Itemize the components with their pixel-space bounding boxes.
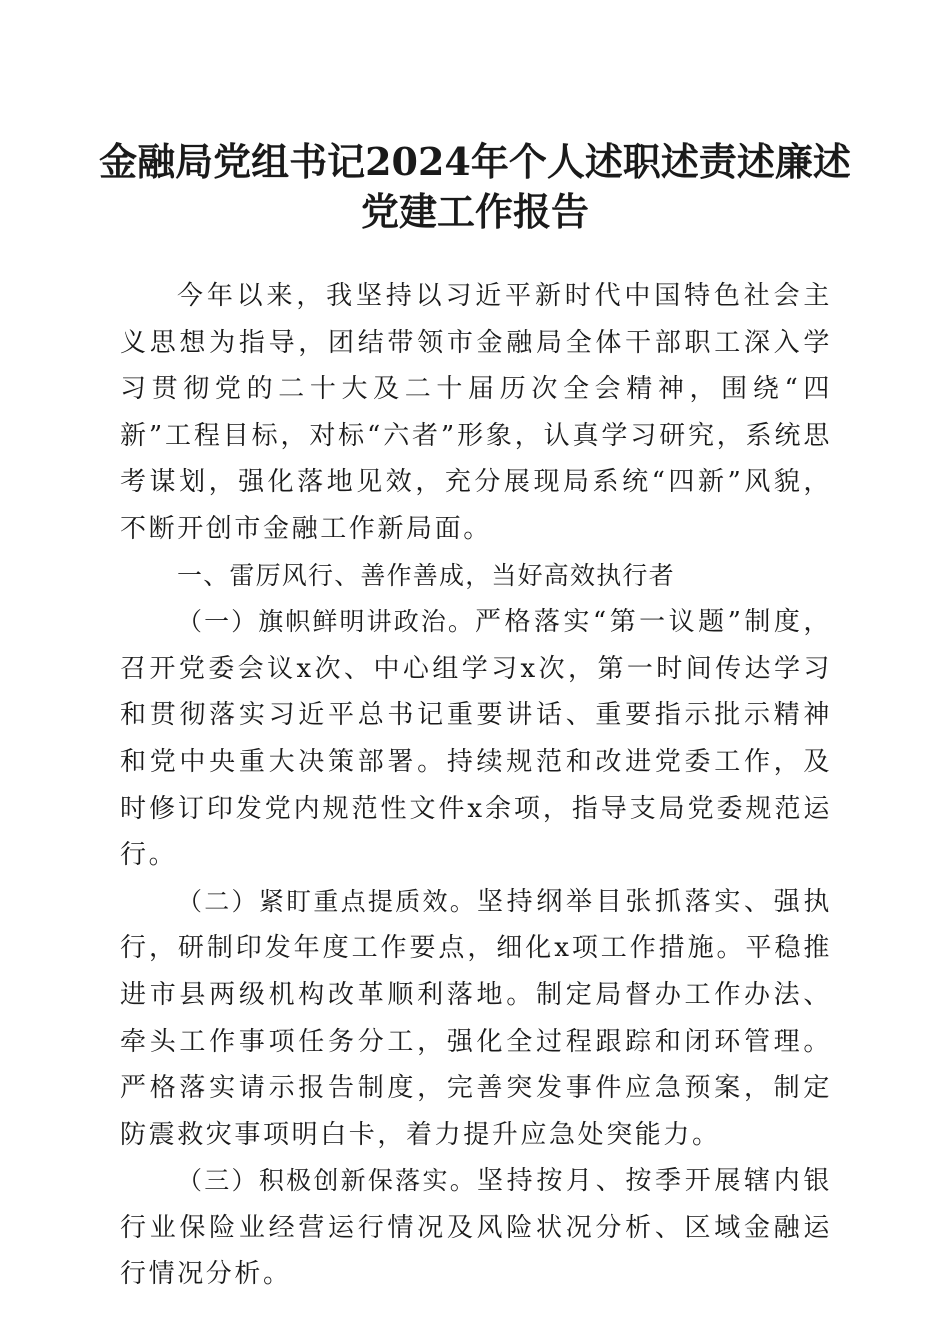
section-item-1-text: 严格落实“第一议题”制度，召开党委会议x次、中心组学习x次，第一时间传达学习和贯彻落实习近平总书记重要讲话、重要指示批示精神和党中央重大决策部署。持续规范和改进党委工作，及时修订印发党内规范性文件x余项，指导支局党委规范运行。 [120,607,832,871]
section-item-3-lead: （三）积极创新保落实。 [177,1166,477,1196]
section-item-2-lead: （二）紧盯重点提质效。 [177,886,477,916]
document-title-line-1: 金融局党组书记2024年个人述职述责述廉述 [99,139,851,184]
document-title-line-2: 党建工作报告 [360,189,589,234]
section-item-2-text: 坚持纲举目张抓落实、强执行，研制印发年度工作要点，细化x项工作措施。平稳推进市县两级机构改革顺利落地。制定局督办工作办法、牵头工作事项任务分工，强化全过程跟踪和闭环管理。严格落实请示报告制度，完善突发事件应急预案，制定防震救灾事项明白卡，着力提升应急处突能力。 [120,886,832,1150]
section-item-1 [120,599,832,879]
document-body [120,273,832,1298]
section-item-3-text: 坚持按月、按季开展辖内银行业保险业经营运行情况及风险状况分析、区域金融运行情况分析。 [120,1166,832,1290]
section-item-1-lead: （一）旗帜鲜明讲政治。 [177,607,475,637]
section-item-2 [120,879,832,1159]
section-item-3 [120,1158,832,1298]
section-heading: 一、雷厉风行、善作善成，当好高效执行者 [177,560,675,590]
intro-paragraph: 今年以来，我坚持以习近平新时代中国特色社会主义思想为指导，团结带领市金融局全体干部职工深入学习贯彻党的二十大及二十届历次全会精神，围绕“四新”工程目标，对标“六者”形象，认真学习研究，系统思考谋划，强化落地见效，充分展现局系统“四新”风貌，不断开创市金融工作新局面。 [120,281,832,544]
